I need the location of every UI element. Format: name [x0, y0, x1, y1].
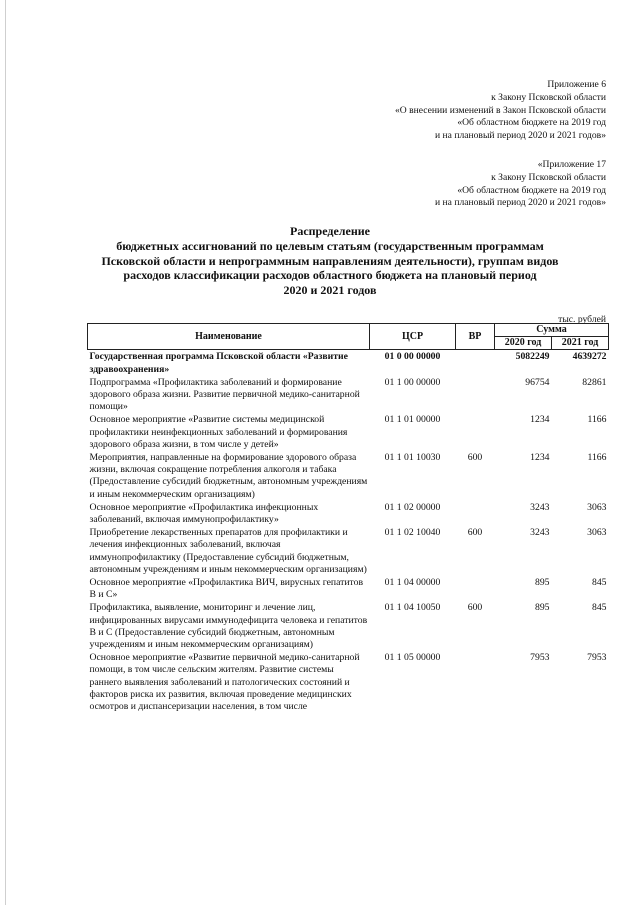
row-2020: 1234: [530, 414, 550, 426]
row-2021: 845: [591, 577, 607, 589]
row-name: Подпрограмма «Профилактика заболеваний и формирование здорового образа жизни. Развитие первичной медико-санитарной помощи»: [89, 376, 360, 413]
row-name: Основное мероприятие «Развитие системы медицинской профилактики неинфекционных заболеваний и формирования здорового образа жизни, в том числе у детей»: [89, 414, 348, 450]
title-line: Распределение: [289, 224, 371, 238]
row-csr: 01 1 01 00000: [384, 414, 441, 426]
row-2021: 845: [591, 602, 607, 614]
row-vr: [456, 413, 495, 451]
row-name: Основное мероприятие «Профилактика инфекционных заболеваний, включая иммунопрофилактику»: [89, 501, 319, 526]
row-vr: [456, 376, 495, 414]
document-title: [60, 224, 600, 298]
header-sum: Сумма: [495, 324, 609, 337]
table-row: [88, 451, 609, 501]
title-line: расходов классификации расходов областного бюджета на плановый период: [123, 268, 537, 283]
table-row: [88, 576, 609, 601]
row-2021: 3063: [587, 527, 607, 539]
row-2020: 3243: [530, 527, 550, 539]
units-label: тыс. рублей: [558, 314, 606, 325]
header-2021: 2021 год: [552, 337, 609, 350]
row-vr: [456, 501, 495, 526]
row-2021: 1166: [587, 452, 607, 464]
title-line: 2020 и 2021 годов: [283, 283, 377, 298]
row-name: Приобретение лекарственных препаратов для профилактики и лечения инфекционных заболеваний, включая иммунопрофилактику (Предоставление субсидий бюджетным, автономным учреждениям и иным некоммерческим организациям): [89, 527, 367, 575]
header-vr: ВР: [456, 324, 495, 350]
row-vr: 600: [467, 527, 483, 539]
row-2020: 5082249: [515, 351, 550, 363]
row-vr: 600: [467, 602, 483, 614]
appendix-line: «О внесении изменений в Закон Псковской области: [395, 104, 606, 116]
row-2021: 7953: [587, 652, 607, 664]
row-vr: [456, 350, 495, 376]
appendix-line: к Закону Псковской области: [491, 91, 606, 103]
appendix-header-current: [395, 79, 606, 143]
row-2021: 1166: [587, 414, 607, 426]
row-2020: 895: [534, 577, 550, 589]
appendix-line: к Закону Псковской области: [491, 171, 606, 183]
row-csr: 01 1 01 10030: [384, 452, 441, 464]
row-name: Профилактика, выявление, мониторинг и лечение лиц, инфицированных вирусами иммунодефицита человека и гепатитов В и С (Предоставление субсидий бюджетным, автономным учреждениям и иным некоммерческим организациям): [89, 602, 368, 651]
table-row: [88, 350, 609, 376]
appendix-line: Приложение 6: [547, 79, 606, 90]
row-name: Мероприятия, направленные на формирование здорового образа жизни, включая сокращение потребления алкоголя и табака (Предоставление субсидий бюджетным, автономным учреждениям и иным некоммерческим организациям): [89, 452, 368, 500]
table-row: [88, 651, 609, 713]
title-line: бюджетных ассигнований по целевым статьям (государственным программам: [116, 238, 544, 253]
row-csr: 01 1 04 00000: [384, 577, 441, 589]
table-row: [88, 526, 609, 576]
table-row: [88, 376, 609, 414]
row-2020: 7953: [530, 652, 550, 664]
table-row: [88, 413, 609, 451]
row-name: Основное мероприятие «Развитие первичной медико-санитарной помощи, в том числе сельским жителям. Развитие системы раннего выявления заболеваний и патологических состояний и факторов риска их развития, включая проведение медицинских осмотров и диспансеризации населения, в том числе: [89, 652, 360, 713]
appendix-line: «Об областном бюджете на 2019 год: [457, 117, 606, 129]
row-name: Государственная программа Псковской области «Развитие здравоохранения»: [89, 351, 348, 375]
row-csr: 01 1 05 00000: [384, 652, 441, 664]
row-2020: 96754: [525, 376, 550, 388]
row-csr: 01 1 00 00000: [384, 376, 441, 388]
page-scan-edge: [5, 0, 6, 905]
row-2020: 895: [534, 602, 550, 614]
row-2021: 82861: [582, 376, 607, 388]
row-csr: 01 1 02 10040: [384, 527, 441, 539]
row-2021: 4639272: [572, 351, 607, 363]
row-csr: 01 1 04 10050: [384, 602, 441, 614]
appendix-line: «Об областном бюджете на 2019 год: [457, 184, 606, 196]
row-vr: [456, 576, 495, 601]
appendix-line: и на плановый период 2020 и 2021 годов»: [435, 130, 606, 142]
header-name: Наименование: [88, 324, 370, 350]
row-name: Основное мероприятие «Профилактика ВИЧ, вирусных гепатитов В и С»: [89, 577, 364, 601]
row-2020: 1234: [530, 452, 550, 464]
table-row: [88, 601, 609, 651]
appendix-line: «Приложение 17: [537, 159, 606, 170]
table-row: [88, 501, 609, 526]
budget-table: [87, 323, 609, 713]
row-vr: 600: [467, 452, 483, 464]
row-csr: 01 1 02 00000: [384, 501, 441, 513]
appendix-header-original: [435, 159, 606, 210]
appendix-line: и на плановый период 2020 и 2021 годов»: [435, 197, 606, 209]
row-2020: 3243: [530, 501, 550, 513]
header-2020: 2020 год: [495, 337, 552, 350]
header-csr: ЦСР: [370, 324, 456, 350]
row-vr: [456, 651, 495, 713]
row-csr: 01 0 00 00000: [384, 351, 441, 363]
title-line: Псковской области и непрограммным направлениям деятельности), группам видов: [101, 253, 559, 268]
row-2021: 3063: [587, 501, 607, 513]
